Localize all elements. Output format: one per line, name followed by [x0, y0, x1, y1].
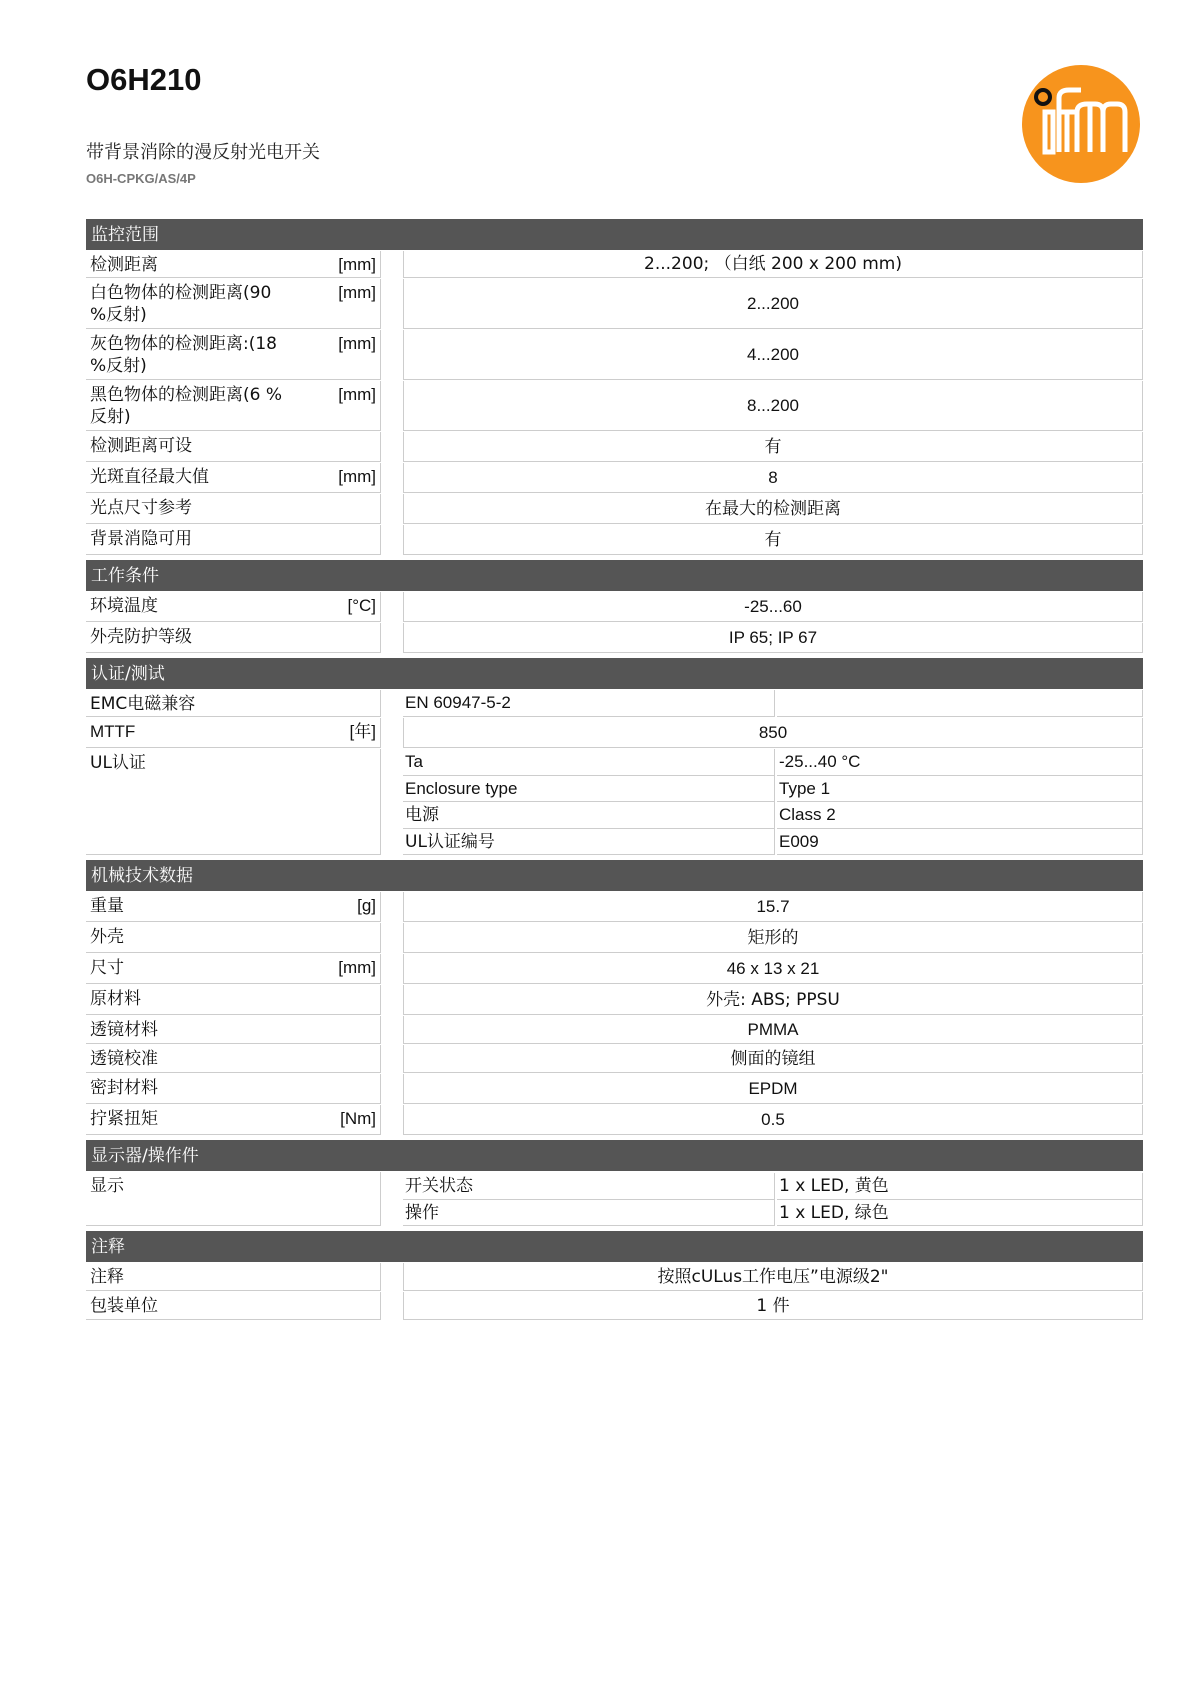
row-value: 按照cULus工作电压”电源级2": [403, 1263, 1143, 1291]
spec-row-black-range: [86, 381, 1143, 431]
spec-row-mttf: [86, 718, 1143, 748]
spec-row-torque: [86, 1105, 1143, 1135]
svg-text:ifm: ifm: [1021, 64, 1023, 65]
emc-values: [403, 690, 1143, 717]
row-value: 46 x 13 x 21: [403, 954, 1143, 984]
specification-table: [86, 219, 1143, 1320]
row-value: -25...60: [403, 592, 1143, 622]
spec-row-spot-reference: [86, 494, 1143, 524]
row-unit: [年]: [349, 722, 376, 741]
ul-value: -25...40 °C: [777, 749, 1143, 776]
row-label: 黑色物体的检测距离(6 %反射) [mm]: [86, 381, 381, 431]
row-label: 密封材料: [86, 1074, 381, 1104]
row-label: 拧紧扭矩 [Nm]: [86, 1105, 381, 1135]
row-label: 外壳: [86, 923, 381, 953]
row-value: 2...200: [403, 279, 1143, 329]
row-value: 4...200: [403, 330, 1143, 380]
row-unit: [g]: [357, 896, 376, 915]
display-values: [403, 1172, 1143, 1226]
spec-row-lens-alignment: [86, 1045, 1143, 1073]
row-label: 显示: [86, 1172, 381, 1226]
product-code: O6H210: [86, 62, 202, 97]
ul-key: 电源: [403, 802, 775, 829]
ul-values: [403, 749, 1143, 855]
row-label: 外壳防护等级: [86, 623, 381, 653]
row-label: 注释: [86, 1263, 381, 1291]
section-header-display: 显示器/操作件: [86, 1140, 1143, 1171]
row-value: 侧面的镜组: [403, 1045, 1143, 1073]
spec-row-background-suppression: [86, 525, 1143, 555]
row-label: 重量 [g]: [86, 892, 381, 922]
row-label: 光点尺寸参考: [86, 494, 381, 524]
row-value: 有: [403, 525, 1143, 555]
row-label: MTTF [年]: [86, 718, 381, 748]
display-key: 操作: [403, 1200, 775, 1226]
section-header-operating: 工作条件: [86, 560, 1143, 591]
ul-value: Class 2: [777, 802, 1143, 829]
row-value: 在最大的检测距离: [403, 494, 1143, 524]
display-sub-row: [403, 1173, 1143, 1200]
section-header-approvals: 认证/测试: [86, 658, 1143, 689]
ifm-logo: [1021, 64, 1141, 184]
row-label: 白色物体的检测距离(90 %反射) [mm]: [86, 279, 381, 329]
row-label: UL认证: [86, 749, 381, 855]
display-value: 1 x LED, 黄色: [777, 1173, 1143, 1200]
display-key: 开关状态: [403, 1173, 775, 1200]
row-unit: [°C]: [347, 596, 376, 615]
spec-row-weight: [86, 892, 1143, 922]
row-label: 透镜材料: [86, 1016, 381, 1044]
display-value: 1 x LED, 绿色: [777, 1200, 1143, 1226]
spec-row-housing: [86, 923, 1143, 953]
spec-row-ul: [86, 749, 1143, 855]
row-label: 灰色物体的检测距离:(18 %反射) [mm]: [86, 330, 381, 380]
spec-row-seal-material: [86, 1074, 1143, 1104]
row-unit: [mm]: [338, 385, 376, 404]
row-unit: [mm]: [338, 283, 376, 302]
ul-key: Enclosure type: [403, 776, 775, 802]
product-description: 带背景消除的漫反射光电开关: [86, 142, 320, 163]
row-value: 有: [403, 432, 1143, 462]
row-label: 尺寸 [mm]: [86, 954, 381, 984]
emc-standard: EN 60947-5-2: [403, 690, 775, 717]
row-unit: [mm]: [338, 255, 376, 274]
section-header-mechanical: 机械技术数据: [86, 860, 1143, 891]
row-label: 光斑直径最大值 [mm]: [86, 463, 381, 493]
spec-row-detection-range: [86, 251, 1143, 278]
row-value: 15.7: [403, 892, 1143, 922]
ul-key: Ta: [403, 749, 775, 776]
spec-row-lens-material: [86, 1016, 1143, 1044]
row-value: 850: [403, 718, 1143, 748]
spec-row-spot-diameter: [86, 463, 1143, 493]
article-code: O6H-CPKG/AS/4P: [86, 171, 196, 186]
row-unit: [mm]: [338, 334, 376, 353]
spec-row-adjustable: [86, 432, 1143, 462]
row-value: 8: [403, 463, 1143, 493]
ul-value: E009: [777, 829, 1143, 855]
spec-row-materials: [86, 985, 1143, 1015]
spec-row-note: [86, 1263, 1143, 1291]
section-header-monitoring: 监控范围: [86, 219, 1143, 250]
ul-key: UL认证编号: [403, 829, 775, 855]
row-label: 原材料: [86, 985, 381, 1015]
ul-sub-row: [403, 749, 1143, 776]
row-unit: [mm]: [338, 467, 376, 486]
row-value: EPDM: [403, 1074, 1143, 1104]
section-header-notes: 注释: [86, 1231, 1143, 1262]
row-label: 背景消隐可用: [86, 525, 381, 555]
spec-row-emc: [86, 690, 1143, 717]
ul-sub-row: [403, 776, 1143, 802]
spec-row-grey-range: [86, 330, 1143, 380]
ul-sub-row: [403, 802, 1143, 829]
spec-row-display: [86, 1172, 1143, 1226]
spec-row-white-range: [86, 279, 1143, 329]
row-label: 检测距离可设: [86, 432, 381, 462]
ul-sub-row: [403, 829, 1143, 855]
row-value: IP 65; IP 67: [403, 623, 1143, 653]
spec-row-packaging-unit: [86, 1292, 1143, 1320]
row-label: 检测距离 [mm]: [86, 251, 381, 278]
row-value: 外壳: ABS; PPSU: [403, 985, 1143, 1015]
emc-extra: [777, 690, 1143, 717]
spec-row-ambient-temperature: [86, 592, 1143, 622]
row-label: EMC电磁兼容: [86, 690, 381, 717]
row-value: 1 件: [403, 1292, 1143, 1320]
ifm-logo-icon: [1021, 64, 1141, 184]
row-value: 矩形的: [403, 923, 1143, 953]
row-label: 包装单位: [86, 1292, 381, 1320]
spec-row-dimensions: [86, 954, 1143, 984]
display-sub-row: [403, 1200, 1143, 1226]
row-unit: [mm]: [338, 958, 376, 977]
ul-value: Type 1: [777, 776, 1143, 802]
row-label: 透镜校准: [86, 1045, 381, 1073]
row-label: 环境温度 [°C]: [86, 592, 381, 622]
row-value: 0.5: [403, 1105, 1143, 1135]
spec-row-protection: [86, 623, 1143, 653]
row-value: PMMA: [403, 1016, 1143, 1044]
row-value: 2...200; （白纸 200 x 200 mm): [403, 251, 1143, 278]
row-unit: [Nm]: [340, 1109, 376, 1128]
row-value: 8...200: [403, 381, 1143, 431]
